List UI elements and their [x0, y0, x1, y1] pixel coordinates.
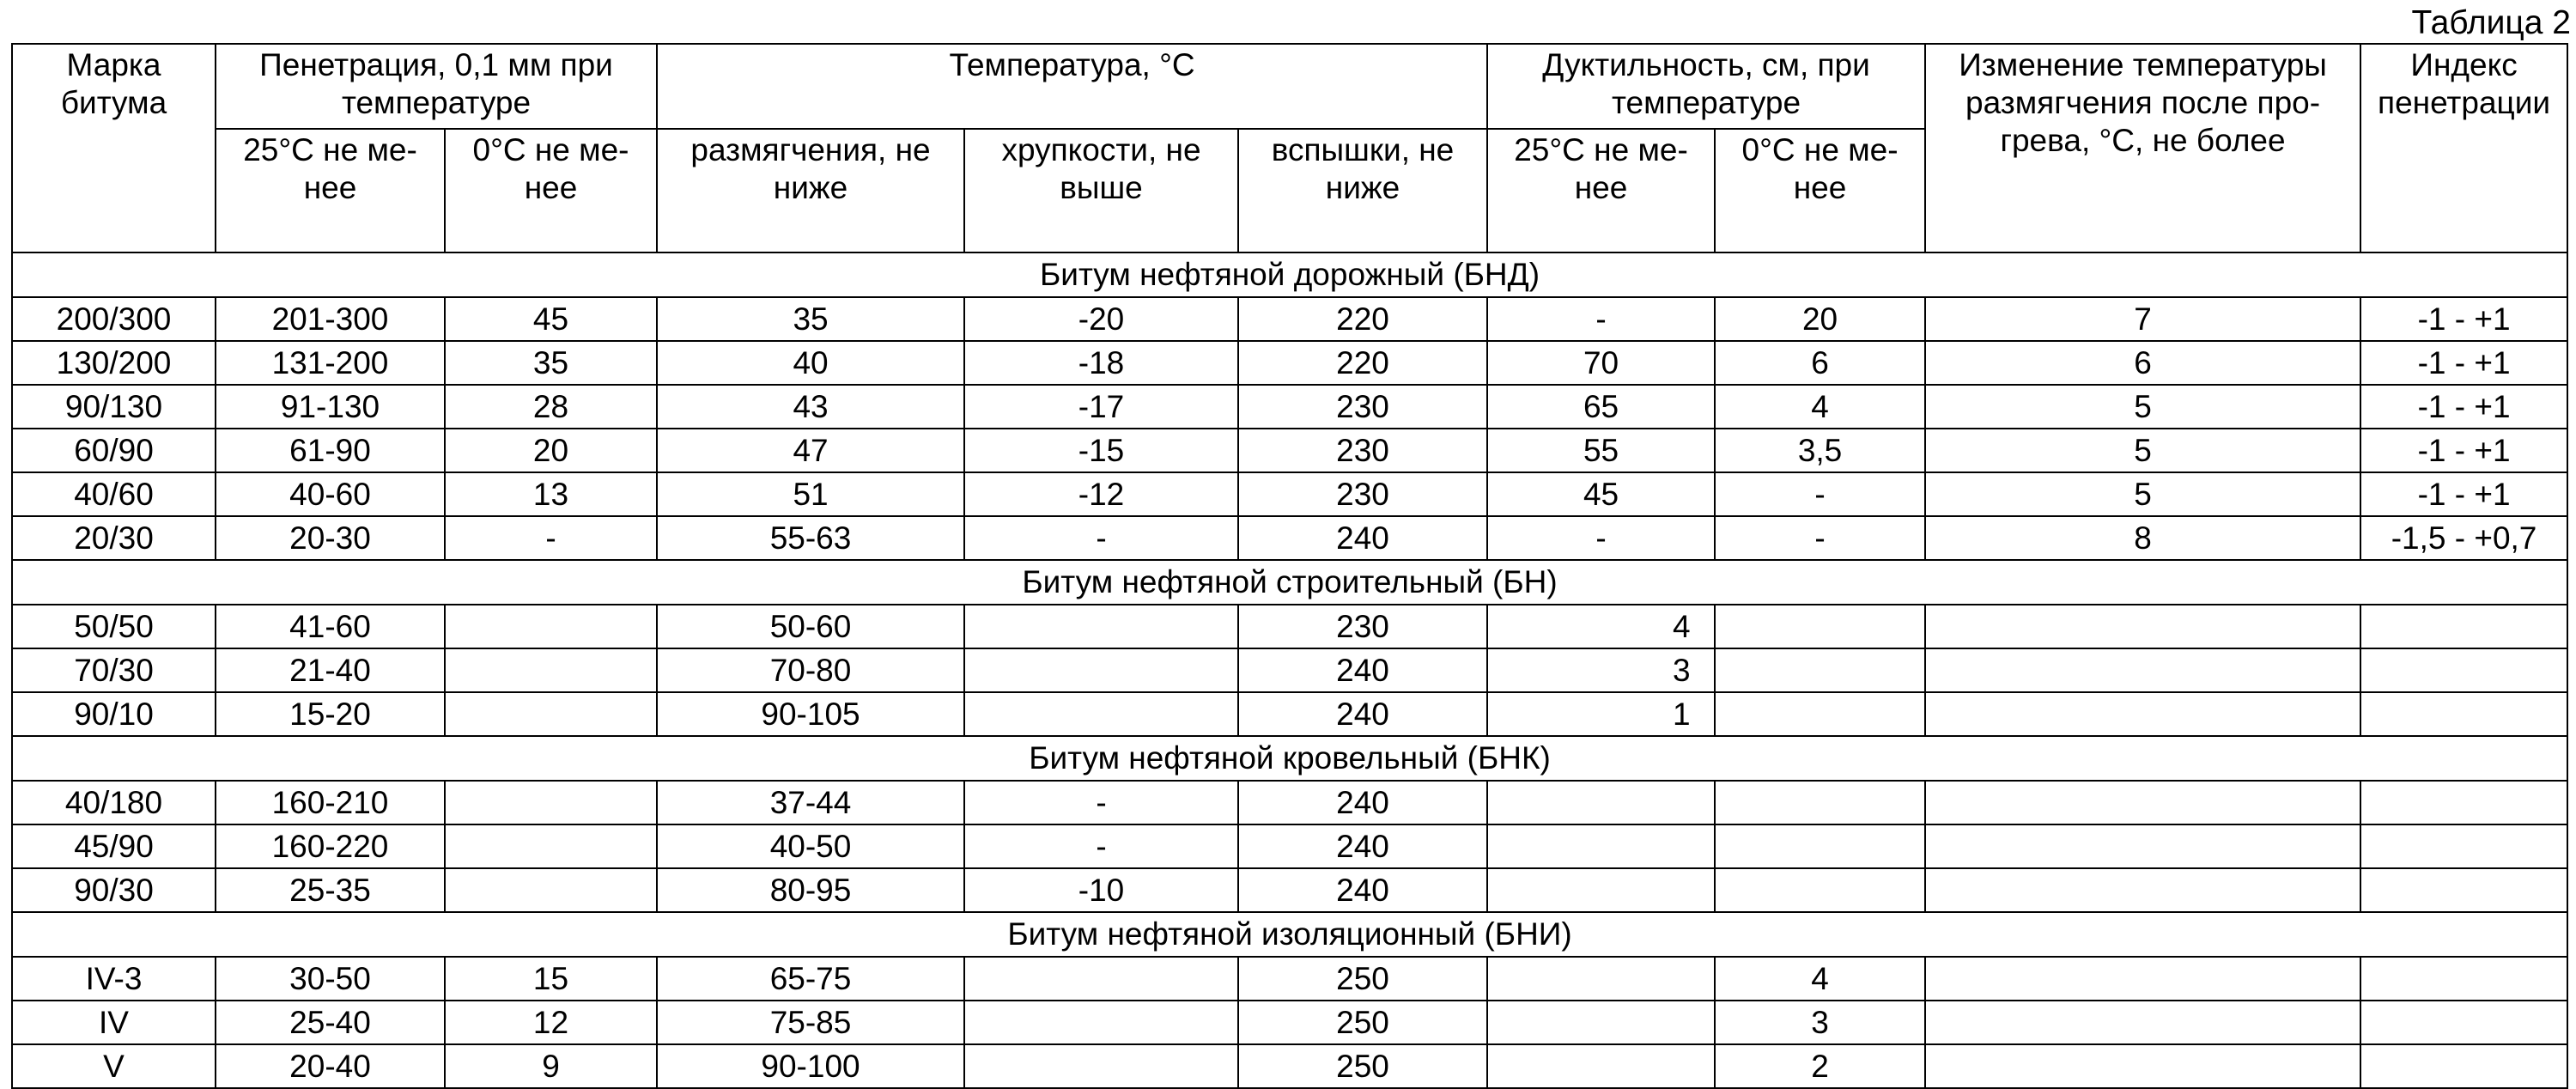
- table-row: [12, 1044, 2567, 1088]
- table-body: [12, 252, 2567, 1088]
- cell-pen-25: 20-30: [216, 516, 445, 560]
- cell-pen-25: 25-40: [216, 1001, 445, 1044]
- cell-pen-0: [445, 781, 657, 824]
- cell-duct-0: 6: [1715, 341, 1925, 385]
- cell-pen-25: 30-50: [216, 957, 445, 1001]
- cell-brand: 130/200: [12, 341, 216, 385]
- header-ductility: Дуктильность, см, при температуре: [1487, 44, 1925, 129]
- cell-brand: 20/30: [12, 516, 216, 560]
- cell-duct-25: [1487, 824, 1715, 868]
- cell-pen-25: 160-210: [216, 781, 445, 824]
- cell-softening-change: 5: [1925, 385, 2360, 429]
- cell-pen-0: [445, 868, 657, 912]
- cell-penetration-index: -1 - +1: [2360, 341, 2567, 385]
- cell-penetration-index: [2360, 648, 2567, 692]
- cell-duct-25: [1487, 781, 1715, 824]
- cell-duct-0: 3,5: [1715, 429, 1925, 472]
- cell-duct-25: 55: [1487, 429, 1715, 472]
- section-title: Битум нефтяной строительный (БН): [12, 560, 2567, 605]
- table-row: [12, 957, 2567, 1001]
- cell-temp-softening: 40-50: [657, 824, 964, 868]
- header-softening-change: Изменение температуры размягчения после про-грева, °C, не более: [1925, 44, 2360, 252]
- cell-temp-softening: 50-60: [657, 605, 964, 648]
- cell-brand: 90/10: [12, 692, 216, 736]
- cell-temp-flash: 240: [1238, 781, 1487, 824]
- cell-temp-softening: 90-100: [657, 1044, 964, 1088]
- cell-brand: 45/90: [12, 824, 216, 868]
- table-row: [12, 868, 2567, 912]
- cell-brand: 200/300: [12, 297, 216, 341]
- cell-temp-flash: 220: [1238, 341, 1487, 385]
- cell-softening-change: 8: [1925, 516, 2360, 560]
- cell-duct-0: 4: [1715, 385, 1925, 429]
- section-title: Битум нефтяной изоляционный (БНИ): [12, 912, 2567, 957]
- cell-pen-25: 20-40: [216, 1044, 445, 1088]
- cell-penetration-index: [2360, 1001, 2567, 1044]
- cell-temp-brittleness: -: [964, 516, 1238, 560]
- cell-temp-flash: 240: [1238, 868, 1487, 912]
- cell-pen-25: 131-200: [216, 341, 445, 385]
- cell-temp-brittleness: [964, 1044, 1238, 1088]
- header-temperature: Температура, °C: [657, 44, 1487, 129]
- cell-penetration-index: [2360, 781, 2567, 824]
- cell-temp-softening: 80-95: [657, 868, 964, 912]
- table-row: [12, 341, 2567, 385]
- cell-duct-25: 45: [1487, 472, 1715, 516]
- cell-pen-0: -: [445, 516, 657, 560]
- header-pen-0: 0°C не ме-нее: [445, 129, 657, 252]
- cell-pen-25: 15-20: [216, 692, 445, 736]
- cell-duct-25: 70: [1487, 341, 1715, 385]
- header-duct-0: 0°C не ме-нее: [1715, 129, 1925, 252]
- cell-pen-0: [445, 648, 657, 692]
- section-header-row: [12, 560, 2567, 605]
- cell-temp-brittleness: [964, 605, 1238, 648]
- cell-duct-0: -: [1715, 516, 1925, 560]
- cell-temp-brittleness: [964, 1001, 1238, 1044]
- cell-softening-change: [1925, 868, 2360, 912]
- cell-brand: 40/180: [12, 781, 216, 824]
- cell-temp-softening: 47: [657, 429, 964, 472]
- cell-brand: 70/30: [12, 648, 216, 692]
- cell-duct-0: [1715, 824, 1925, 868]
- cell-softening-change: [1925, 1044, 2360, 1088]
- table-row: [12, 297, 2567, 341]
- cell-penetration-index: [2360, 692, 2567, 736]
- cell-penetration-index: -1 - +1: [2360, 472, 2567, 516]
- table-row: [12, 429, 2567, 472]
- cell-duct-0: [1715, 648, 1925, 692]
- cell-temp-flash: 230: [1238, 385, 1487, 429]
- table-caption: Таблица 2: [2411, 4, 2571, 41]
- cell-temp-brittleness: -18: [964, 341, 1238, 385]
- cell-pen-0: 13: [445, 472, 657, 516]
- cell-temp-softening: 35: [657, 297, 964, 341]
- header-brand: Марка битума: [12, 44, 216, 252]
- cell-softening-change: [1925, 1001, 2360, 1044]
- cell-softening-change: [1925, 605, 2360, 648]
- cell-pen-25: 40-60: [216, 472, 445, 516]
- cell-brand: IV: [12, 1001, 216, 1044]
- cell-temp-flash: 230: [1238, 429, 1487, 472]
- cell-softening-change: [1925, 648, 2360, 692]
- cell-temp-softening: 37-44: [657, 781, 964, 824]
- cell-brand: 90/130: [12, 385, 216, 429]
- cell-brand: 60/90: [12, 429, 216, 472]
- cell-duct-25: 65: [1487, 385, 1715, 429]
- cell-duct-25: -: [1487, 297, 1715, 341]
- cell-brand: 50/50: [12, 605, 216, 648]
- table-row: [12, 692, 2567, 736]
- cell-temp-flash: 240: [1238, 516, 1487, 560]
- cell-temp-softening: 51: [657, 472, 964, 516]
- cell-duct-25: 3: [1487, 648, 1715, 692]
- cell-temp-brittleness: -15: [964, 429, 1238, 472]
- cell-softening-change: 5: [1925, 429, 2360, 472]
- cell-pen-0: 12: [445, 1001, 657, 1044]
- cell-temp-flash: 250: [1238, 957, 1487, 1001]
- cell-penetration-index: [2360, 957, 2567, 1001]
- section-header-row: [12, 736, 2567, 781]
- section-header-row: [12, 912, 2567, 957]
- cell-duct-0: [1715, 781, 1925, 824]
- header-temp-brittleness: хрупкости, не выше: [964, 129, 1238, 252]
- cell-temp-flash: 240: [1238, 692, 1487, 736]
- table-row: [12, 824, 2567, 868]
- cell-brand: 40/60: [12, 472, 216, 516]
- cell-temp-flash: 250: [1238, 1044, 1487, 1088]
- cell-pen-0: [445, 824, 657, 868]
- cell-brand: IV-3: [12, 957, 216, 1001]
- cell-pen-25: 91-130: [216, 385, 445, 429]
- cell-pen-0: [445, 605, 657, 648]
- cell-brand: V: [12, 1044, 216, 1088]
- cell-penetration-index: -1 - +1: [2360, 297, 2567, 341]
- cell-temp-flash: 230: [1238, 605, 1487, 648]
- header-pen-25: 25°C не ме-нее: [216, 129, 445, 252]
- cell-temp-flash: 250: [1238, 1001, 1487, 1044]
- header-penetration: Пенетрация, 0,1 мм при температуре: [216, 44, 657, 129]
- cell-duct-0: 20: [1715, 297, 1925, 341]
- cell-duct-25: 1: [1487, 692, 1715, 736]
- cell-softening-change: [1925, 824, 2360, 868]
- cell-duct-0: [1715, 605, 1925, 648]
- cell-penetration-index: [2360, 605, 2567, 648]
- cell-duct-25: [1487, 1044, 1715, 1088]
- cell-temp-brittleness: -: [964, 824, 1238, 868]
- cell-penetration-index: -1 - +1: [2360, 429, 2567, 472]
- cell-temp-brittleness: [964, 957, 1238, 1001]
- table-row: [12, 648, 2567, 692]
- cell-pen-0: 20: [445, 429, 657, 472]
- section-header-row: [12, 252, 2567, 297]
- cell-brand: 90/30: [12, 868, 216, 912]
- cell-temp-softening: 40: [657, 341, 964, 385]
- cell-penetration-index: [2360, 1044, 2567, 1088]
- cell-pen-0: 15: [445, 957, 657, 1001]
- table-row: [12, 516, 2567, 560]
- cell-pen-25: 201-300: [216, 297, 445, 341]
- header-temp-flash: вспышки, не ниже: [1238, 129, 1487, 252]
- table-row: [12, 1001, 2567, 1044]
- cell-penetration-index: -1,5 - +0,7: [2360, 516, 2567, 560]
- cell-duct-25: [1487, 1001, 1715, 1044]
- cell-pen-0: 35: [445, 341, 657, 385]
- header-penetration-index: Индекс пенетрации: [2360, 44, 2567, 252]
- cell-duct-25: 4: [1487, 605, 1715, 648]
- cell-softening-change: [1925, 781, 2360, 824]
- cell-temp-softening: 70-80: [657, 648, 964, 692]
- bitumen-table: [11, 43, 2568, 1089]
- cell-pen-25: 160-220: [216, 824, 445, 868]
- cell-softening-change: 7: [1925, 297, 2360, 341]
- header-temp-softening: размягчения, не ниже: [657, 129, 964, 252]
- cell-pen-0: 45: [445, 297, 657, 341]
- cell-pen-25: 25-35: [216, 868, 445, 912]
- cell-temp-brittleness: -: [964, 781, 1238, 824]
- cell-duct-25: [1487, 868, 1715, 912]
- cell-temp-softening: 75-85: [657, 1001, 964, 1044]
- cell-temp-flash: 230: [1238, 472, 1487, 516]
- cell-temp-brittleness: -17: [964, 385, 1238, 429]
- cell-penetration-index: [2360, 868, 2567, 912]
- cell-duct-25: [1487, 957, 1715, 1001]
- cell-softening-change: 6: [1925, 341, 2360, 385]
- table-row: [12, 605, 2567, 648]
- cell-softening-change: [1925, 957, 2360, 1001]
- cell-temp-brittleness: [964, 648, 1238, 692]
- cell-temp-flash: 240: [1238, 648, 1487, 692]
- cell-duct-0: [1715, 692, 1925, 736]
- cell-temp-brittleness: -20: [964, 297, 1238, 341]
- cell-duct-0: 4: [1715, 957, 1925, 1001]
- cell-pen-0: 28: [445, 385, 657, 429]
- cell-penetration-index: [2360, 824, 2567, 868]
- cell-temp-softening: 55-63: [657, 516, 964, 560]
- cell-duct-0: -: [1715, 472, 1925, 516]
- table-row: [12, 472, 2567, 516]
- section-title: Битум нефтяной кровельный (БНК): [12, 736, 2567, 781]
- cell-temp-flash: 240: [1238, 824, 1487, 868]
- cell-duct-0: 2: [1715, 1044, 1925, 1088]
- cell-duct-0: 3: [1715, 1001, 1925, 1044]
- cell-temp-softening: 65-75: [657, 957, 964, 1001]
- cell-temp-brittleness: [964, 692, 1238, 736]
- cell-pen-25: 41-60: [216, 605, 445, 648]
- header-duct-25: 25°C не ме-нее: [1487, 129, 1715, 252]
- cell-temp-softening: 90-105: [657, 692, 964, 736]
- cell-softening-change: 5: [1925, 472, 2360, 516]
- cell-temp-softening: 43: [657, 385, 964, 429]
- table-row: [12, 781, 2567, 824]
- cell-pen-25: 21-40: [216, 648, 445, 692]
- cell-penetration-index: -1 - +1: [2360, 385, 2567, 429]
- cell-temp-flash: 220: [1238, 297, 1487, 341]
- cell-duct-0: [1715, 868, 1925, 912]
- cell-duct-25: -: [1487, 516, 1715, 560]
- table-row: [12, 385, 2567, 429]
- cell-pen-0: [445, 692, 657, 736]
- cell-pen-0: 9: [445, 1044, 657, 1088]
- cell-softening-change: [1925, 692, 2360, 736]
- section-title: Битум нефтяной дорожный (БНД): [12, 252, 2567, 297]
- cell-temp-brittleness: -12: [964, 472, 1238, 516]
- cell-pen-25: 61-90: [216, 429, 445, 472]
- cell-temp-brittleness: -10: [964, 868, 1238, 912]
